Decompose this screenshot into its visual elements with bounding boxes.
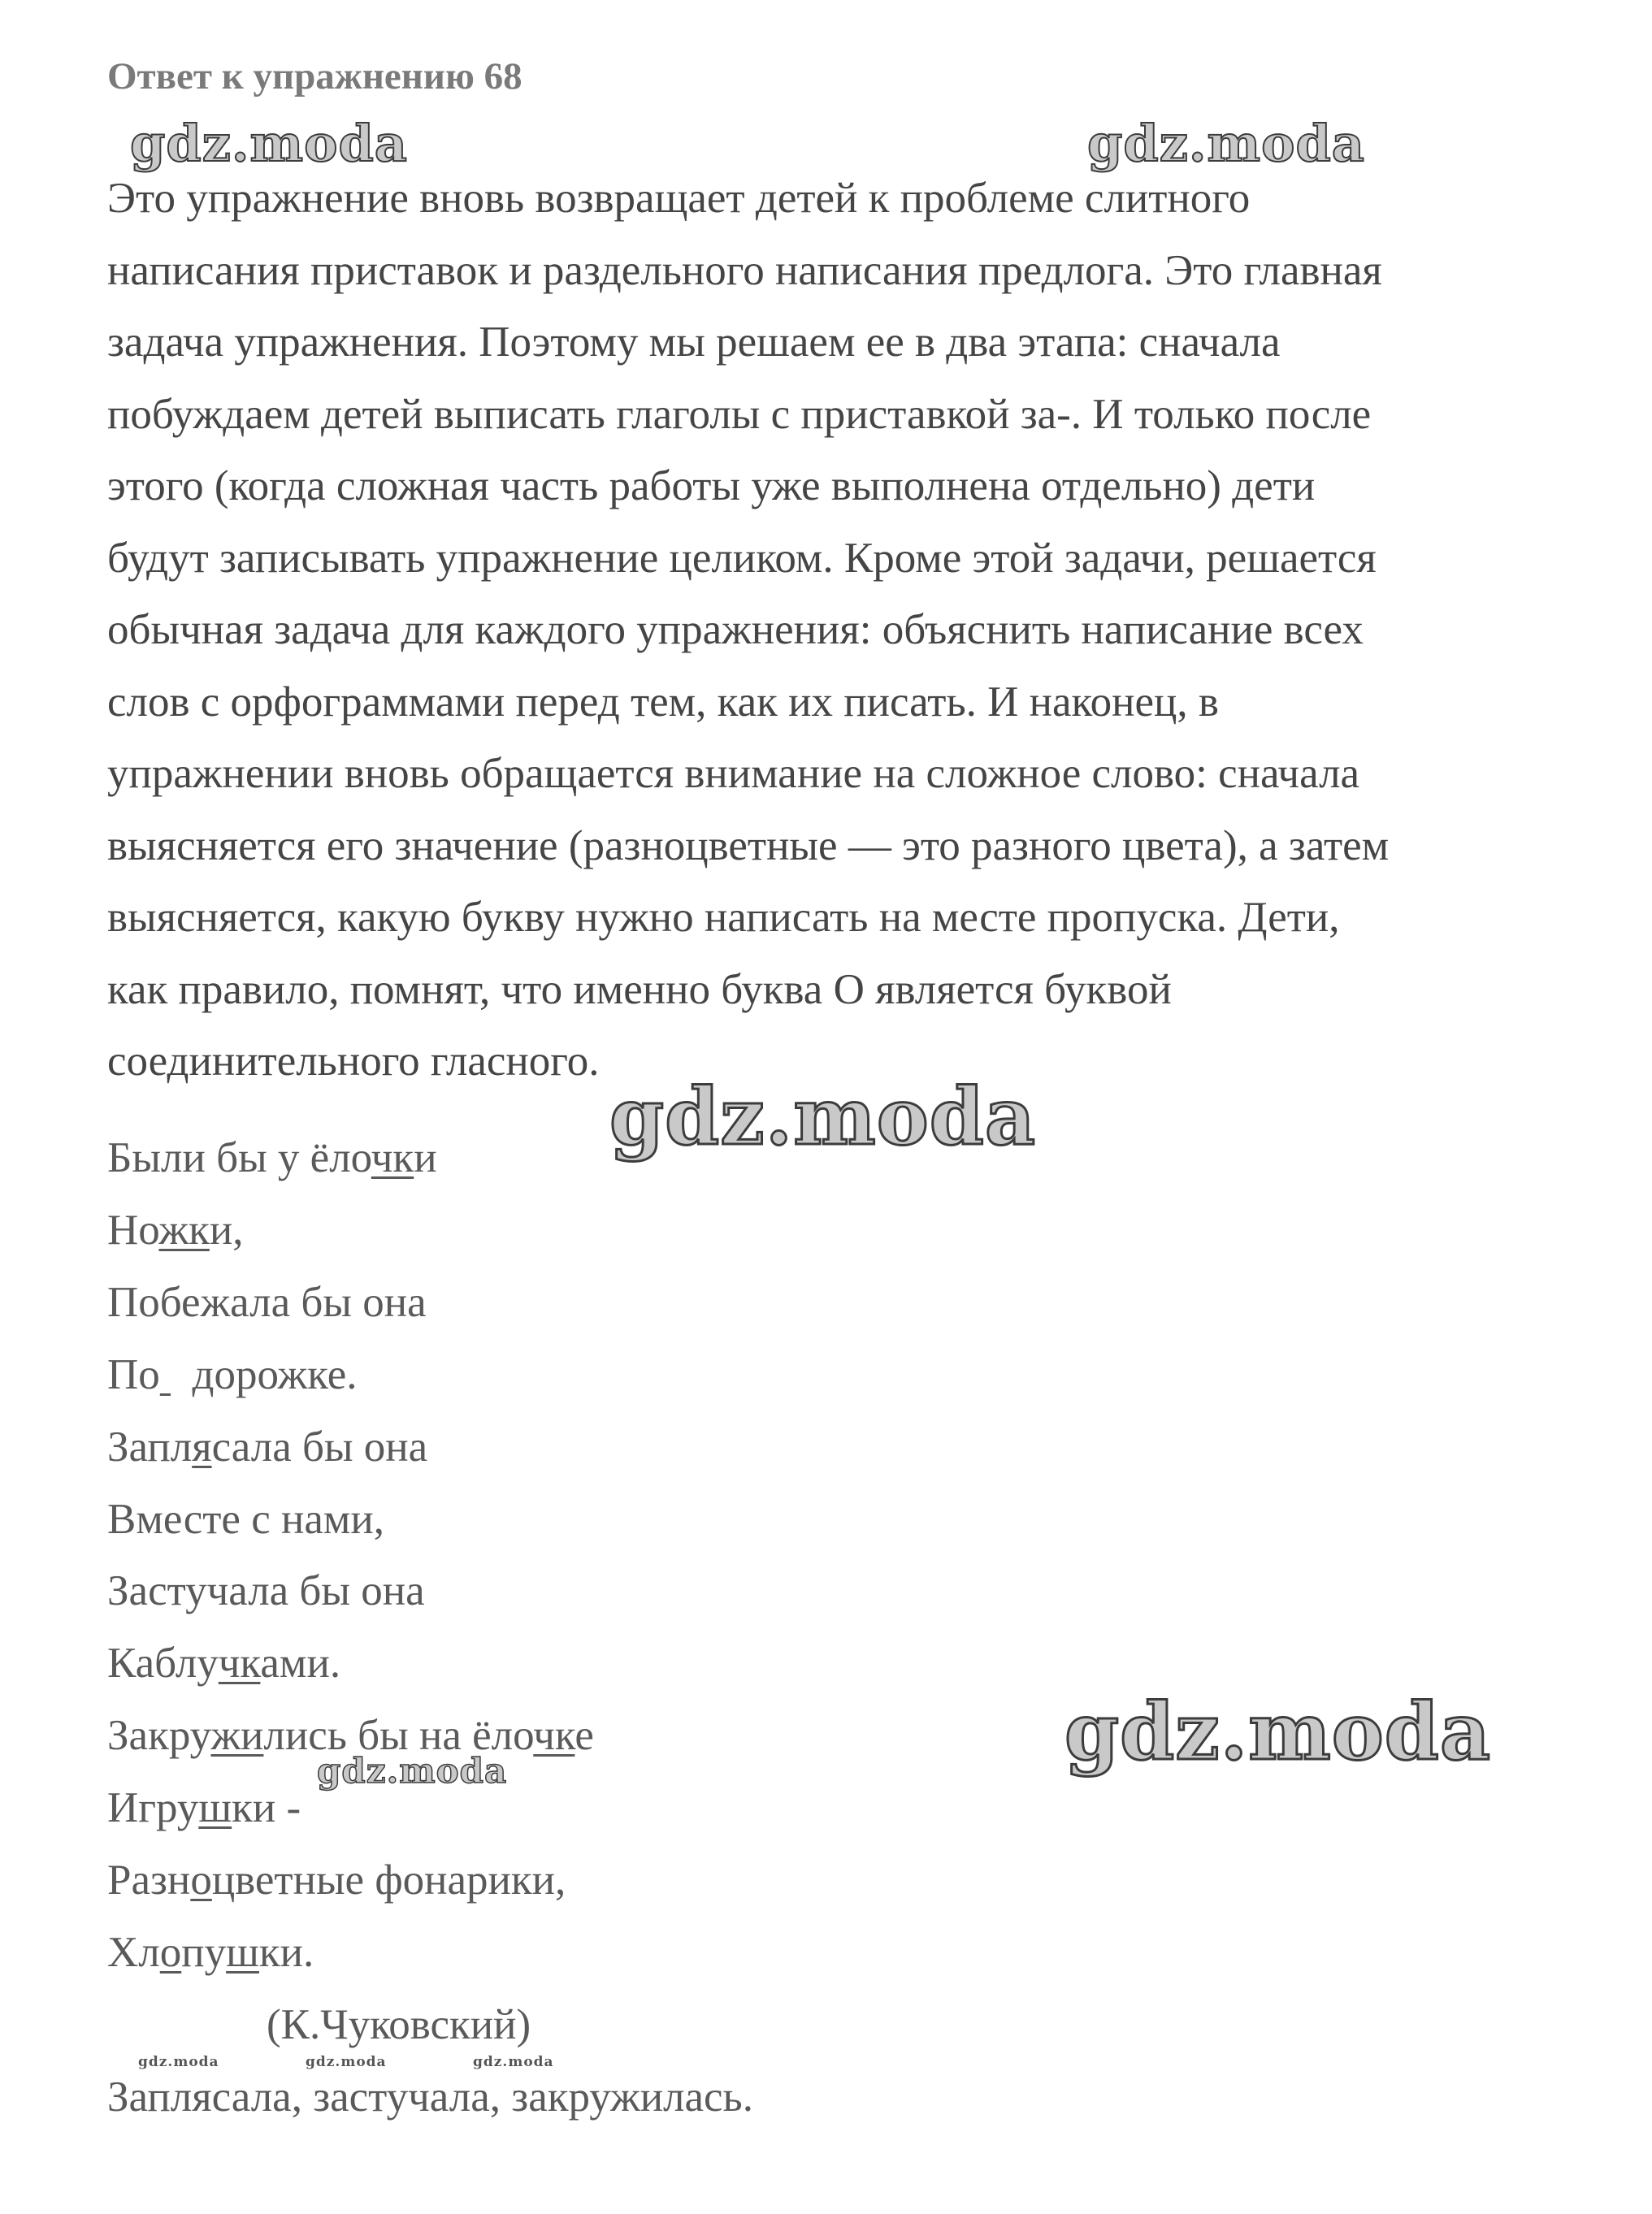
poem-line: Вместе с нами, (107, 1495, 385, 1543)
intro-line: Это упражнение вновь возвращает детей к проблеме слитного (107, 175, 1251, 222)
poem-line: Были бы у ёлочки (107, 1134, 437, 1181)
poem-line: Игрушки - (107, 1784, 301, 1832)
intro-line: выясняется, какую букву нужно написать на месте пропуска. Дети, (107, 894, 1340, 941)
poem-line: Ножки, (107, 1206, 244, 1254)
watermark: gdz.moda (130, 114, 408, 173)
intro-line: будут записывать упражнение целиком. Кроме этой задачи, решается (107, 534, 1377, 582)
poem-line: Разноцветные фонарики, (107, 1857, 566, 1904)
answer-line: Заплясала, застучала, закружилась. (107, 2073, 753, 2121)
watermark: gdz.moda (317, 1751, 508, 1791)
watermark: gdz.moda (306, 2054, 387, 2070)
poem-line: Заплясала бы она (107, 1423, 428, 1471)
poem-author: (К.Чуковский) (267, 2000, 531, 2048)
intro-line: упражнении вновь обращается внимание на сложное слово: сначала (107, 750, 1360, 797)
poem-line: Закружились бы на ёлочке (107, 1712, 594, 1760)
poem-line: Застучала бы она (107, 1567, 425, 1615)
intro-line: этого (когда сложная часть работы уже выполнена отдельно) дети (107, 462, 1316, 509)
intro-line: как правило, помнят, что именно буква О является буквой (107, 965, 1172, 1013)
intro-line: выясняется его значение (разноцветные — это разного цвета), а затем (107, 821, 1390, 869)
intro-line: написания приставок и раздельного написания предлога. Это главная (107, 246, 1382, 294)
poem-line: По дорожке. (107, 1350, 358, 1398)
poem-line: Побежала бы она (107, 1278, 427, 1326)
intro-line: слов с орфограммами перед тем, как их писать. И наконец, в (107, 678, 1219, 726)
poem (107, 1122, 753, 2134)
intro-line: задача упражнения. Поэтому мы решаем ее в два этапа: сначала (107, 318, 1281, 366)
watermark: gdz.moda (1064, 1686, 1492, 1778)
watermark: gdz.moda (138, 2054, 219, 2070)
intro-line: побуждаем детей выписать глаголы с приставкой за-. И только после (107, 390, 1372, 438)
watermark: gdz.moda (473, 2054, 554, 2070)
intro-line: соединительного гласного. (107, 1038, 600, 1085)
poem-line: Каблучками. (107, 1640, 341, 1688)
poem-line: Хлопушки. (107, 1928, 314, 1976)
intro-line: обычная задача для каждого упражнения: объяснить написание всех (107, 606, 1364, 653)
page-title: Ответ к упражнению 68 (107, 55, 522, 97)
watermark: gdz.moda (1087, 114, 1365, 173)
watermark: gdz.moda (609, 1071, 1037, 1163)
intro-paragraph (107, 162, 1570, 1098)
